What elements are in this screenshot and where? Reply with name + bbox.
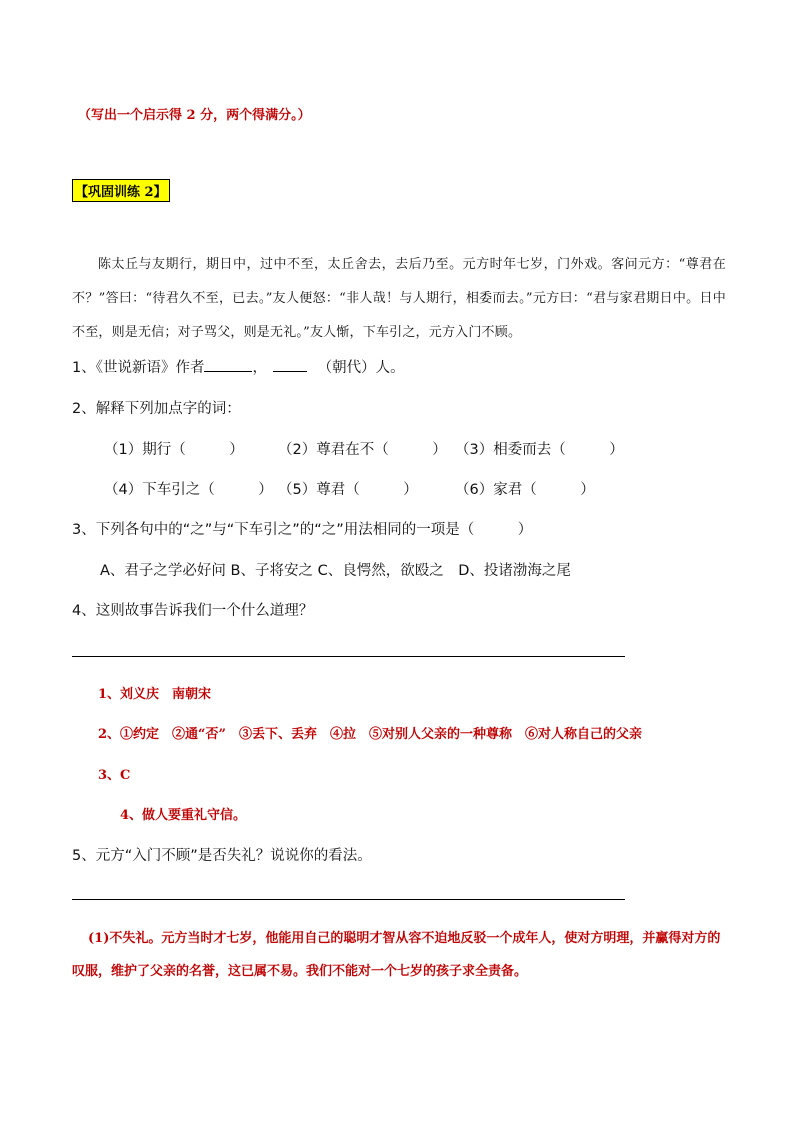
q2-item-2: （2）尊君在不（ ） bbox=[278, 442, 447, 458]
q2-item-1: （1）期行（ ） bbox=[104, 442, 244, 458]
answer-4: 4、做人要重礼守信。 bbox=[120, 808, 247, 823]
q2-item-5: （5）尊君（ ） bbox=[278, 482, 418, 498]
answer-2: 2、①约定 ②通“否” ③丢下、丢弃 ④拉 ⑤对别人父亲的一种尊称 ⑥对人称自己的父亲 bbox=[98, 727, 643, 742]
question-3-title: 3、下列各句中的“之”与“下车引之”的“之”用法相同的一项是（ ） bbox=[72, 522, 533, 538]
q2-item-6: （6）家君（ ） bbox=[455, 482, 595, 498]
scoring-note: （写出一个启示得 2 分，两个得满分。） bbox=[78, 108, 311, 123]
q2-item-4: （4）下车引之（ ） bbox=[104, 482, 273, 498]
answer-1: 1、刘义庆 南朝宋 bbox=[98, 687, 212, 702]
question-4-title: 4、这则故事告诉我们一个什么道理？ bbox=[72, 603, 314, 619]
section-tag: 【巩固训练 2】 bbox=[72, 179, 170, 202]
question-1-suffix: （朝代）人。 bbox=[317, 360, 405, 376]
answer-line-4[interactable] bbox=[72, 656, 625, 657]
question-2-title: 2、解释下列加点字的词： bbox=[72, 401, 241, 417]
q2-item-3: （3）相委而去（ ） bbox=[455, 442, 624, 458]
question-5-title: 5、元方“入门不顾”是否失礼？说说你的看法。 bbox=[72, 848, 372, 864]
author-blank[interactable] bbox=[204, 357, 252, 372]
answer-line-5[interactable] bbox=[72, 899, 625, 900]
question-3-options: A、君子之学必好问 B、子将安之 C、良愕然，欲殴之 D、投诸渤海之尾 bbox=[100, 563, 571, 579]
classical-passage: 陈太丘与友期行，期日中，过中不至，太丘舍去，去后乃至。元方时年七岁，门外戏。客问元方：“尊君在不？”答曰：“待君久不至，已去。”友人便怒：“非人哉！与人期行，相委而去。”元方曰：“君与家君期日中。日中不至，则是无信；对子骂父，则是无礼。”友人惭，下车引之，元方入门不顾。 bbox=[72, 257, 726, 340]
question-1-separator: ， bbox=[252, 360, 267, 376]
question-1 bbox=[72, 356, 405, 377]
answer-3: 3、C bbox=[98, 768, 131, 783]
question-1-prefix: 1、《世说新语》作者 bbox=[72, 360, 205, 376]
dynasty-blank[interactable] bbox=[273, 357, 307, 372]
answer-5: (1)不失礼。元方当时才七岁，他能用自己的聪明才智从容不迫地反驳一个成年人，使对方明理，并赢得对方的叹服，维护了父亲的名誉，这已属不易。我们不能对一个七岁的孩子求全责备。 bbox=[72, 931, 721, 979]
